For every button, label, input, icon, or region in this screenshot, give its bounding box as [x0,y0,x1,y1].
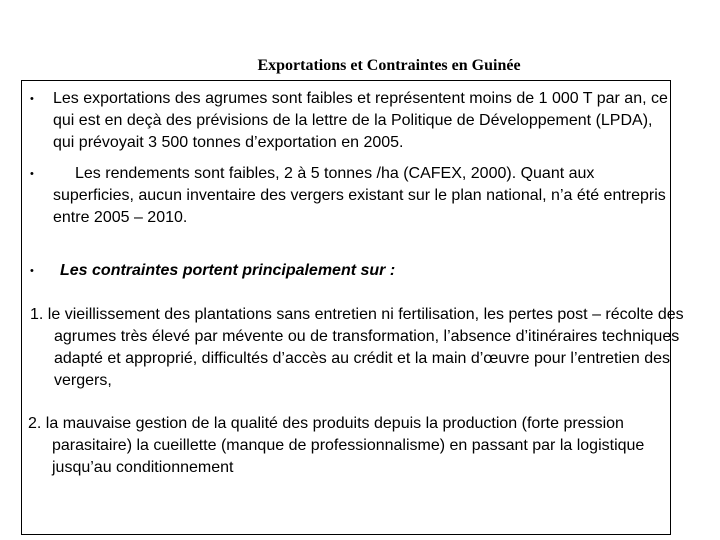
numbered-item-1: 1. le vieillissement des plantations sans entretien ni fertilisation, les pertes post – récolte des agrumes très élevé par mévente ou de transformation, l’absence d’itinéraires techniques adapté et approprié, difficultés d’accès au crédit et la main d’œuvre pour l’entretien des vergers, [30,306,684,389]
paragraph-exportations: Les exportations des agrumes sont faibles et représentent moins de 1 000 T par an, ce qui est en deçà des prévisions de la lettre de la Politique de Développement (LPDA), qui prévoyait 3 500 tonnes d’exportation en 2005. [53,90,668,151]
bullet-3: • [30,265,34,277]
page-title: Exportations et Contraintes en Guinée [257,57,521,74]
numbered-item-2: 2. la mauvaise gestion de la qualité des produits depuis la production (forte pression parasitaire) la cueillette (manque de professionnalisme) en passant par la logistique jusqu’au conditionnement [28,415,645,476]
bullet-2: • [30,168,34,180]
paragraph-rendements: Les rendements sont faibles, 2 à 5 tonnes /ha (CAFEX, 2000). Quant aux superficies, aucun inventaire des vergers existant sur le plan national, n’a été entrepris entre 2005 – 2010. [53,165,666,226]
paragraph-contraintes-heading: Les contraintes portent principalement sur : [60,262,396,279]
bullet-1: • [30,93,34,105]
